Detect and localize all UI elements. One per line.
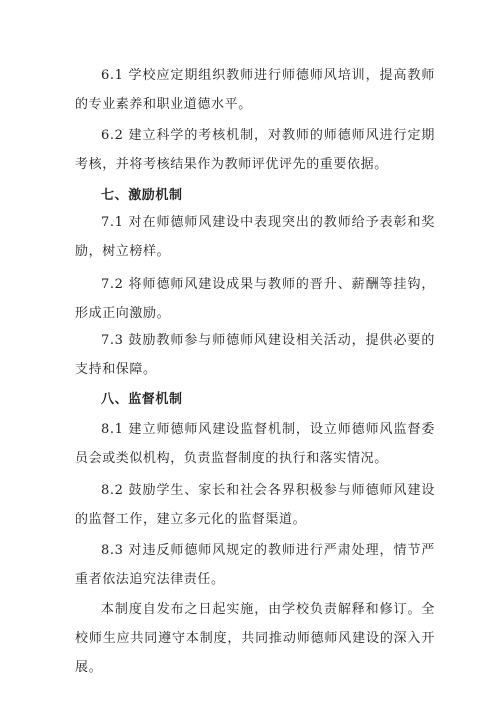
clause-7-3: 7.3 鼓励教师参与师德师风建设相关活动，提供必要的支持和保障。 [75, 333, 435, 377]
clause-6-1: 6.1 学校应定期组织教师进行师德师风培训，提高教师的专业素养和职业道德水平。 [75, 68, 435, 112]
closing-paragraph: 本制度自发布之日起实施，由学校负责解释和修订。全校师生应共同遵守本制度，共同推动师德师风建设的深入开展。 [75, 602, 435, 675]
clause-6-2: 6.2 建立科学的考核机制，对教师的师德师风进行定期考核，并将考核结果作为教师评优评先的重要依据。 [75, 128, 435, 172]
section-heading-8: 八、监督机制 [101, 392, 183, 407]
clause-7-2: 7.2 将师德师风建设成果与教师的晋升、薪酬等挂钩，形成正向激励。 [75, 277, 435, 321]
clause-8-1: 8.1 建立师德师风建设监督机制，设立师德师风监督委员会或类似机构，负责监督制度的执行和落实情况。 [75, 422, 435, 466]
clause-7-1: 7.1 对在师德师风建设中表现突出的教师给予表彰和奖励，树立榜样。 [75, 215, 435, 259]
clause-8-2: 8.2 鼓励学生、家长和社会各界积极参与师德师风建设的监督工作，建立多元化的监督渠道。 [75, 483, 435, 527]
section-heading-7: 七、激励机制 [101, 188, 183, 203]
clause-8-3: 8.3 对违反师德师风规定的教师进行严肃处理，情节严重者依法追究法律责任。 [75, 543, 435, 587]
